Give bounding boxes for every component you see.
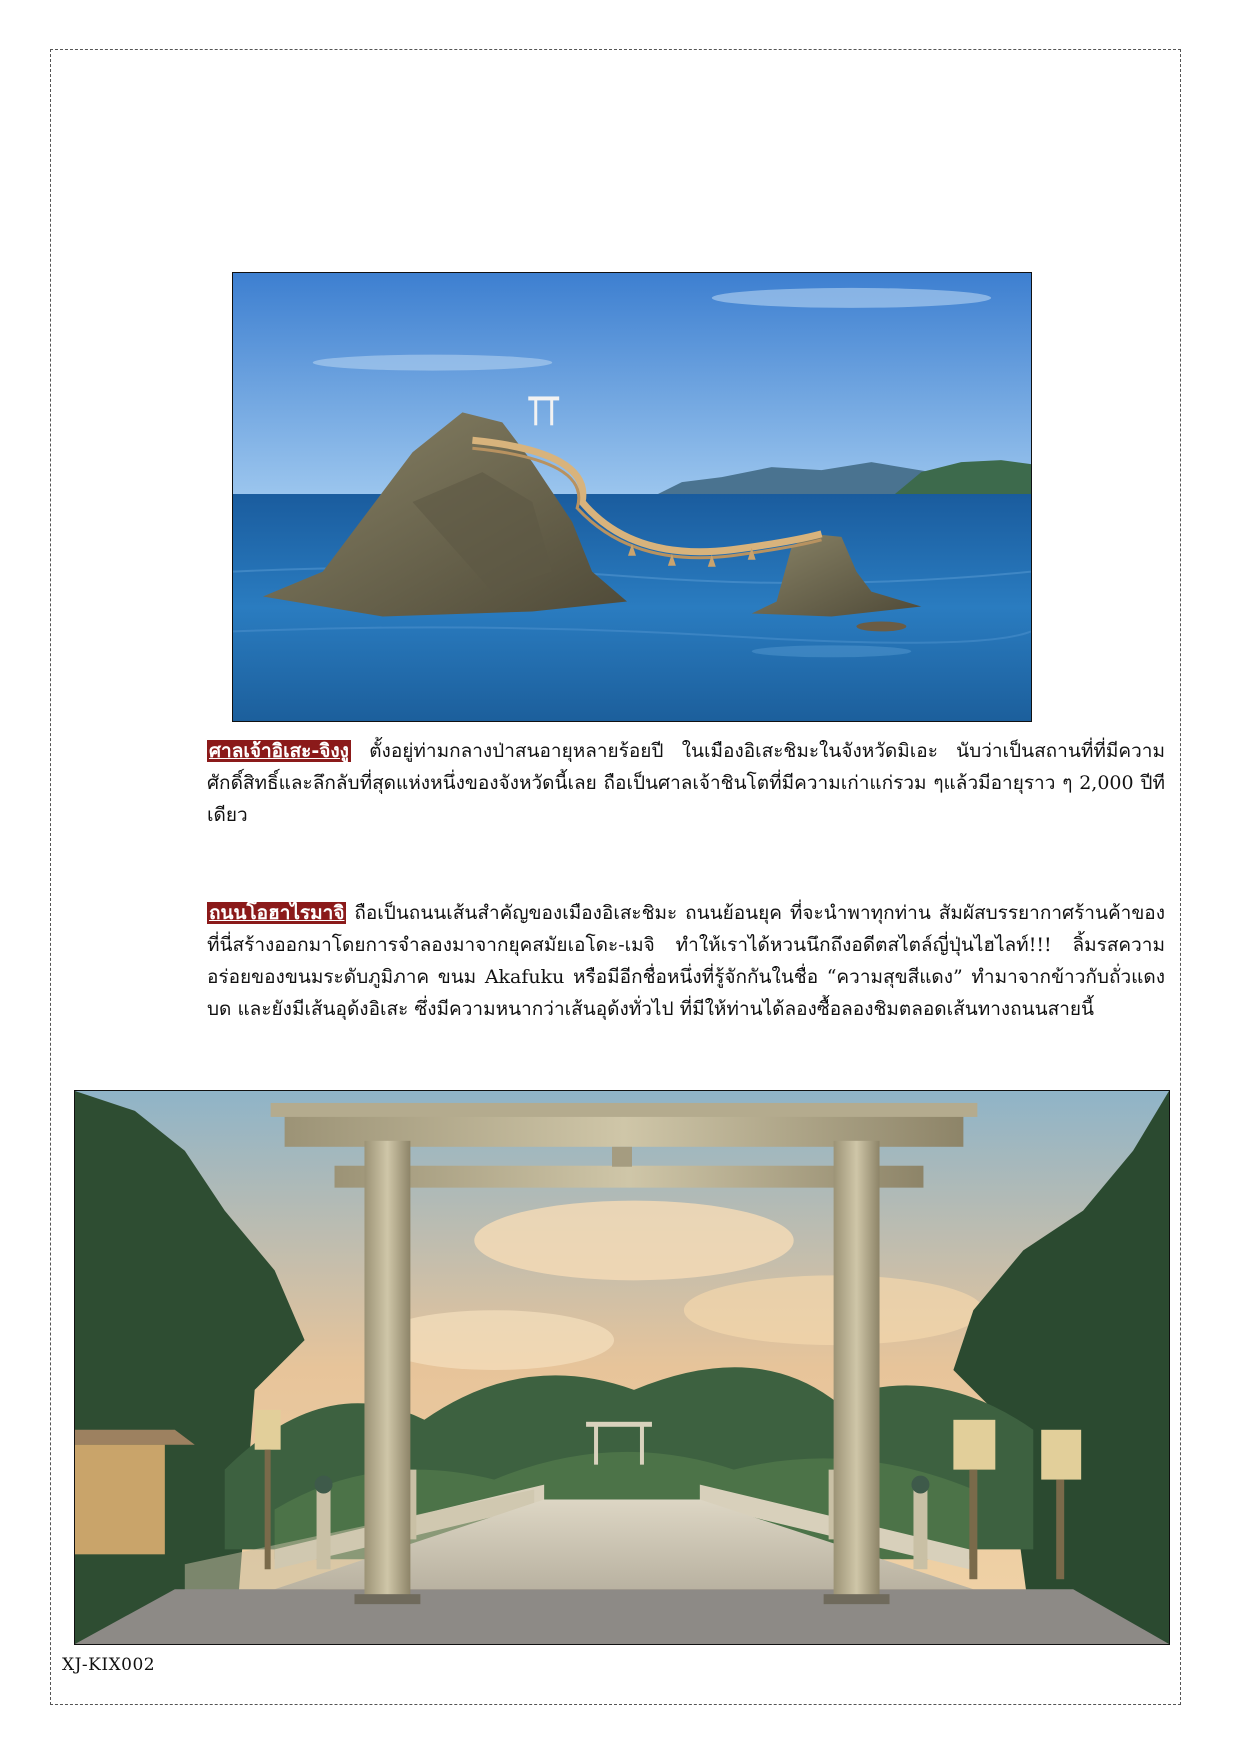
ise-jingu-body: ตั้งอยู่ท่ามกลางป่าสนอายุหลายร้อยปี ในเมืองอิเสะชิมะในจังหวัดมิเอะ นับว่าเป็นสถานที่ที่มีความศักดิ์สิทธิ์และลึกลับที่สุดแห่งหนึ่งของจังหวัดนี้เลย ถือเป็นศาลเจ้าชินโตที่มีความเก่าแก่รวม ๆแล้วมีอายุราว ๆ 2,000 ปีทีเดียว xyxy=(207,740,1165,826)
wedded-rocks-photo xyxy=(232,272,1032,722)
ise-jingu-paragraph xyxy=(207,735,1165,831)
torii-bridge-photo xyxy=(74,1090,1170,1645)
ise-jingu-heading: ศาลเจ้าอิเสะ-จิงงู xyxy=(209,740,349,762)
oharai-machi-heading: ถนนโอฮาไรมาจิ xyxy=(209,902,345,924)
oharai-machi-paragraph xyxy=(207,897,1165,1025)
footer-code: XJ-KIX002 xyxy=(62,1655,156,1675)
oharai-machi-body: ถือเป็นถนนเส้นสำคัญของเมืองอิเสะชิมะ ถนนย้อนยุค ที่จะนำพาทุกท่าน สัมผัสบรรยากาศร้านค้าของที่นี่สร้างออกมาโดยการจำลองมาจากยุคสมัยเอโดะ-เมจิ ทำให้เราได้หวนนึกถึงอดีตสไตล์ญี่ปุ่นไฮไลท์!!! ลิ้มรสความอร่อยของขนมระดับภูมิภาค ขนม Akafuku หรือมีอีกชื่อหนึ่งที่รู้จักกันในชื่อ “ความสุขสีแดง” ทำมาจากข้าวกับถั่วแดงบด และยังมีเส้นอุด้งอิเสะ ซึ่งมีความหนากว่าเส้นอุด้งทั่วไป ที่มีให้ท่านได้ลองซื้อลองชิมตลอดเส้นทางถนนสายนี้ xyxy=(207,902,1165,1020)
